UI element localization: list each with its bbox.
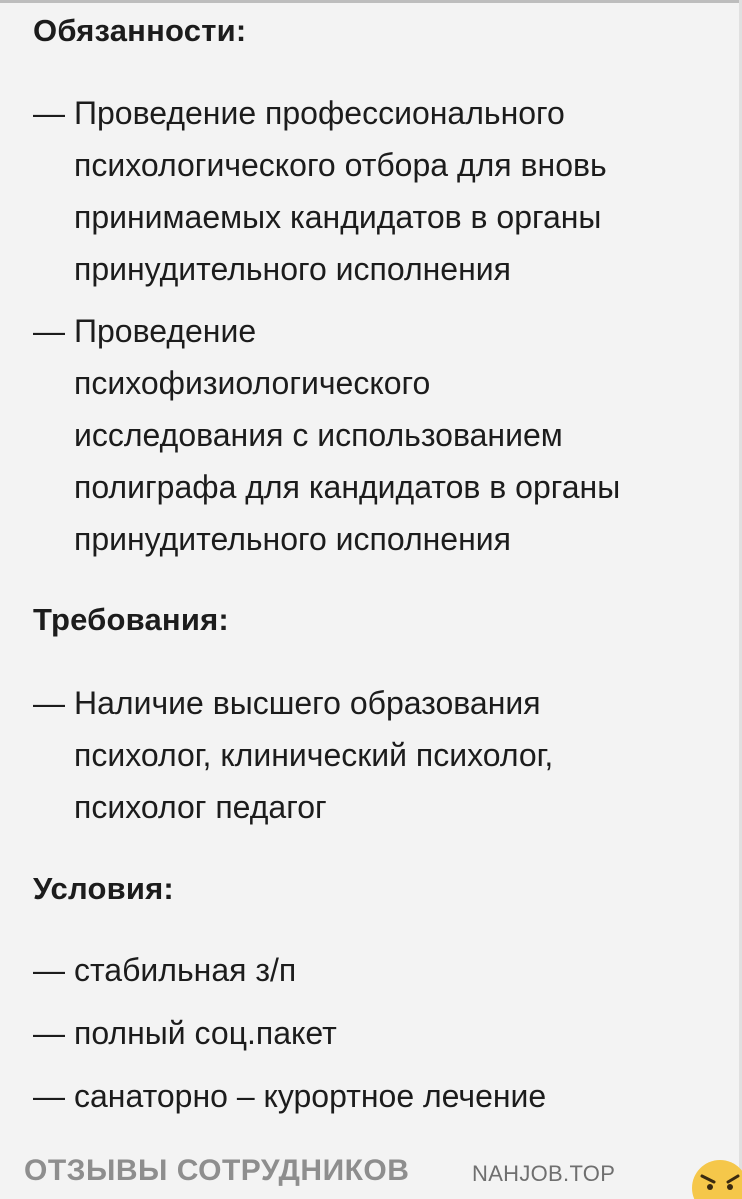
duty-text: Проведение профессионального психологического отбора для вновь принимаемых кандидатов в органы принудительного исполнения	[74, 95, 607, 287]
list-dash: —	[33, 685, 65, 721]
list-dash: —	[33, 1078, 65, 1114]
condition-text: стабильная з/п	[74, 952, 297, 988]
conditions-list-item	[33, 1070, 713, 1122]
conditions-list-item	[33, 1007, 713, 1059]
list-dash: —	[33, 313, 65, 349]
duties-heading: Обязанности:	[33, 13, 247, 48]
conditions-heading: Условия:	[33, 871, 174, 906]
requirement-text: Наличие высшего образования психолог, клинический психолог, психолог педагог	[74, 685, 554, 825]
duty-text: Проведение психофизиологического исследования с использованием полиграфа для кандидатов в органы принудительного исполнения	[74, 313, 621, 557]
duties-list-item	[33, 87, 713, 295]
conditions-list-item	[33, 944, 713, 996]
condition-text: полный соц.пакет	[74, 1015, 337, 1051]
requirements-list-item	[33, 677, 713, 833]
angry-emoji-icon	[690, 1158, 742, 1199]
top-divider	[0, 0, 742, 3]
site-watermark: NAHJOB.TOP	[472, 1161, 616, 1186]
list-dash: —	[33, 95, 65, 131]
employee-reviews-title: ОТЗЫВЫ СОТРУДНИКОВ	[24, 1154, 410, 1187]
footer-banner	[0, 1148, 742, 1199]
list-dash: —	[33, 952, 65, 988]
condition-text: санаторно – курортное лечение	[74, 1078, 547, 1114]
list-dash: —	[33, 1015, 65, 1051]
duties-list-item	[33, 305, 713, 565]
requirements-heading: Требования:	[33, 602, 229, 637]
